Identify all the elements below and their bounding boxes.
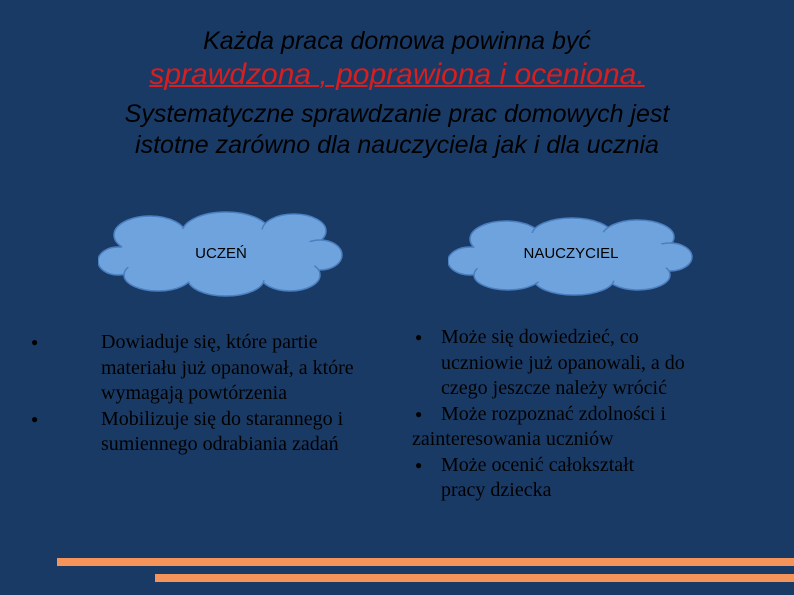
list-item xyxy=(31,330,386,407)
bullet-icon: ● xyxy=(31,335,39,349)
list-item xyxy=(412,453,641,504)
list-item xyxy=(412,325,706,402)
cloud-label-uczen: UCZEŃ xyxy=(195,245,247,262)
cloud-label-nauczyciel: NAUCZYCIEL xyxy=(523,245,619,262)
teacher-benefits-list xyxy=(412,325,712,504)
decorative-bar-top xyxy=(57,558,794,566)
slide-subtitle-line-1: Systematyczne sprawdzanie prac domowych jest xyxy=(124,100,670,128)
list-item-text: Mobilizuje się do starannego i sumiennego odrabiania zadań xyxy=(101,407,344,455)
slide-title-line-1: Każda praca domowa powinna być xyxy=(203,27,591,55)
list-item-text: Może się dowiedzieć, co uczniowie już opanowali, a do czego jeszcze należy wrócić xyxy=(441,326,685,399)
student-benefits-list xyxy=(31,330,386,458)
bullet-icon: ● xyxy=(415,406,423,421)
bullet-icon: ● xyxy=(415,330,423,344)
cloud-nauczyciel xyxy=(448,215,694,297)
slide-subtitle-line-2: istotne zarówno dla nauczyciela jak i dla ucznia xyxy=(135,131,659,159)
list-item xyxy=(412,402,712,453)
list-item-text: Może rozpoznać zdolności i zainteresowania uczniów xyxy=(412,402,666,450)
decorative-bar-bottom xyxy=(155,574,794,582)
list-item xyxy=(31,407,386,458)
bullet-icon: ● xyxy=(31,411,39,426)
slide-title-line-2: sprawdzona , poprawiona i oceniona. xyxy=(149,58,645,91)
list-item-text: Może ocenić całokształt pracy dziecka xyxy=(441,453,635,501)
bullet-icon: ● xyxy=(415,457,423,472)
cloud-uczen xyxy=(98,209,344,299)
list-item-text: Dowiaduje się, które partie materiału już opanował, a które wymagają powtórzenia xyxy=(101,331,354,404)
